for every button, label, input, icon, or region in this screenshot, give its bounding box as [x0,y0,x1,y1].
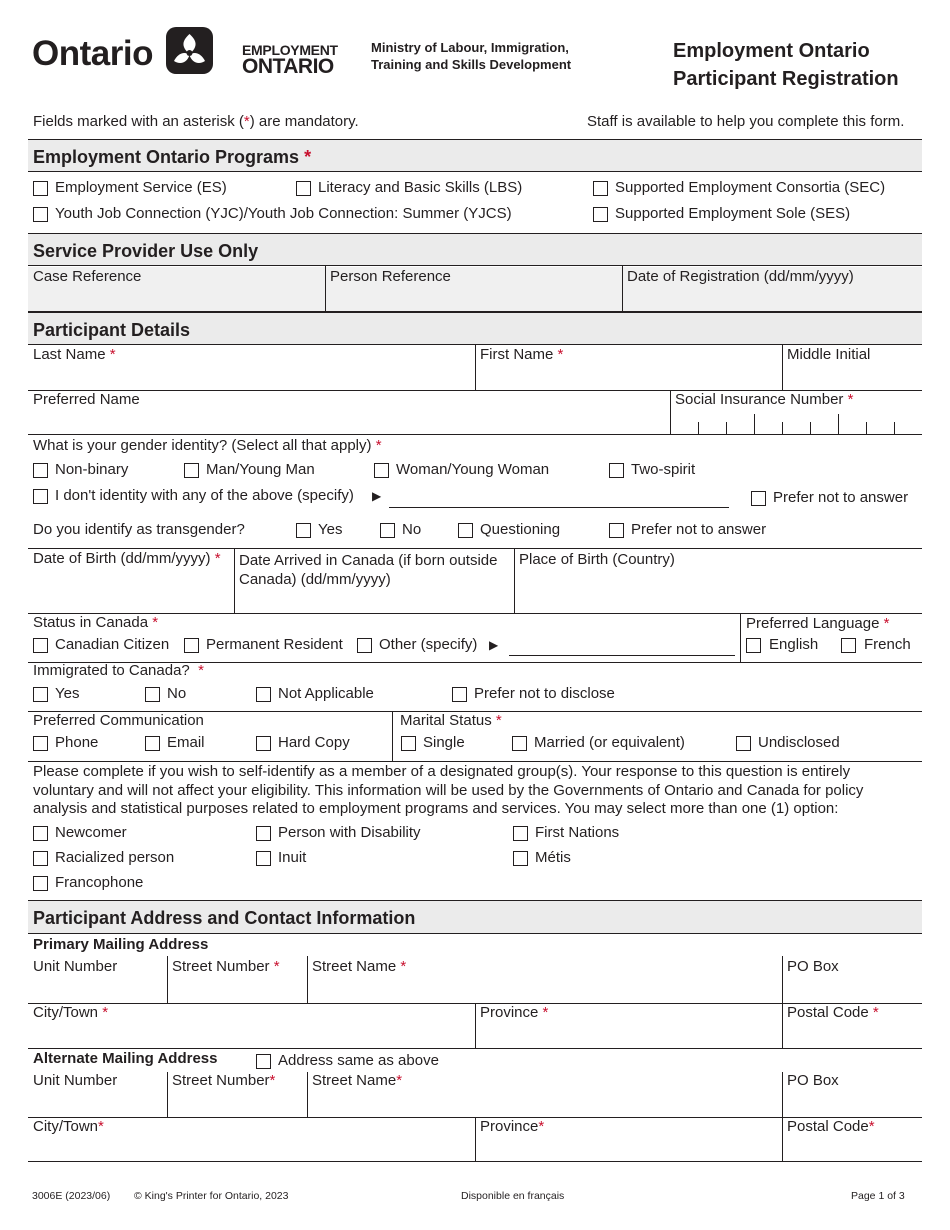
checkbox-designated-inuit[interactable] [256,851,271,866]
immigrated-prefer-not-label: Prefer not to disclose [474,685,615,702]
alternate-unit-number-label: Unit Number [33,1072,118,1089]
checkbox-status-permanent[interactable] [184,638,199,653]
staff-help-notice: Staff is available to help you complete this form. [587,113,905,130]
alternate-province-input[interactable] [480,1139,776,1159]
transgender-question: Do you identify as transgender? [33,521,245,538]
province-text: Province [480,1118,539,1135]
marital-single-label: Single [423,734,465,751]
participant-heading: Participant Details [33,320,191,340]
divider [740,613,741,662]
status-text: Status in Canada [33,614,149,631]
required-asterisk: * [557,346,564,363]
required-asterisk: * [542,1004,549,1021]
primary-street-name-label [312,958,406,976]
ministry-line2: Training and Skills Development [371,57,572,72]
preferred-name-label: Preferred Name [33,391,140,408]
last-name-text: Last Name [33,346,106,363]
checkbox-transgender-questioning[interactable] [458,523,473,538]
checkbox-designated-francophone[interactable] [33,876,48,891]
checkbox-immigrated-yes[interactable] [33,687,48,702]
divider [325,266,326,312]
first-name-text: First Name [480,346,554,363]
divider [28,761,922,762]
language-english-label: English [769,636,819,653]
checkbox-language-french[interactable] [841,638,856,653]
marital-label [400,712,502,730]
alternate-po-box-input[interactable] [787,1093,917,1113]
gender-woman-label: Woman/Young Woman [396,461,550,478]
postal-code-text: Postal Code [787,1118,869,1135]
date-arrived-line2: Canada) (dd/mm/yyyy) [239,571,391,588]
designated-disability-label: Person with Disability [278,824,421,841]
person-reference-label: Person Reference [330,268,451,285]
required-asterisk: * [269,1072,276,1089]
required-asterisk: * [872,1004,879,1021]
required-asterisk: * [198,662,204,679]
required-asterisk: * [400,958,407,975]
transgender-prefer-not-label: Prefer not to answer [631,521,767,538]
page-number: Page 1 of 3 [851,1190,905,1202]
checkbox-designated-metis[interactable] [513,851,528,866]
designated-group-text [33,763,919,819]
address-heading: Participant Address and Contact Information [33,908,416,928]
marital-married-label: Married (or equivalent) [534,734,685,751]
checkbox-program-ses[interactable] [593,207,608,222]
alternate-unit-number-input[interactable] [33,1093,161,1113]
marital-undisclosed-label: Undisclosed [758,734,840,751]
communication-hardcopy-label: Hard Copy [278,734,350,751]
employment-ontario-logo [242,43,342,77]
checkbox-gender-nonbinary[interactable] [33,463,48,478]
address-section-header [28,900,922,934]
primary-street-number-input[interactable] [172,979,302,999]
divider [167,1072,168,1117]
first-name-label [480,346,563,364]
dob-input[interactable] [33,588,228,608]
required-asterisk: * [98,1118,104,1135]
primary-city-input[interactable] [33,1025,469,1045]
trillium-icon [166,27,213,74]
checkbox-gender-prefer-not[interactable] [751,491,766,506]
transgender-yes-label: Yes [318,521,343,538]
sin-text: Social Insurance Number [675,391,844,408]
divider [475,1003,476,1048]
required-asterisk: * [214,550,221,567]
divider [307,956,308,1003]
checkbox-program-es[interactable] [33,181,48,196]
checkbox-address-same[interactable] [256,1054,271,1069]
programs-heading: Employment Ontario Programs [33,147,300,167]
checkbox-program-sec[interactable] [593,181,608,196]
mandatory-notice-post: ) are mandatory. [249,113,359,130]
person-reference-input[interactable] [330,289,616,309]
checkbox-gender-other[interactable] [33,489,48,504]
checkbox-gender-woman[interactable] [374,463,389,478]
primary-po-box-input[interactable] [787,979,917,999]
status-permanent-label: Permanent Resident [206,636,343,653]
designated-text-line2: voluntary and will not affect your eligibility. This information will be used by the Governments of Ontario and Canada for policy [33,781,864,799]
designated-first-nations-label: First Nations [535,824,620,841]
required-asterisk: * [152,614,159,631]
gender-prefer-not-label: Prefer not to answer [773,489,909,506]
required-asterisk: * [847,391,854,408]
alternate-city-label [33,1118,104,1136]
program-ses-label: Supported Employment Sole (SES) [615,205,851,222]
divider [782,1072,783,1117]
required-asterisk: * [109,346,116,363]
program-sec-label: Supported Employment Consortia (SEC) [615,179,886,196]
checkbox-program-yjc[interactable] [33,207,48,222]
designated-newcomer-label: Newcomer [55,824,127,841]
service-provider-section-header [28,233,922,266]
program-yjc-label: Youth Job Connection (YJC)/Youth Job Connection: Summer (YJCS) [55,205,512,222]
alternate-street-number-label [172,1072,275,1090]
required-asterisk: * [868,1118,875,1135]
last-name-label [33,346,116,364]
first-name-input[interactable] [480,367,776,387]
divider [514,548,515,613]
date-arrived-input[interactable] [239,590,509,610]
primary-address-heading: Primary Mailing Address [33,936,209,953]
checkbox-transgender-yes[interactable] [296,523,311,538]
place-of-birth-input[interactable] [519,588,917,608]
divider [28,434,922,435]
immigrated-yes-label: Yes [55,685,80,702]
divider [234,548,235,613]
transgender-no-label: No [402,521,422,538]
date-of-registration-label: Date of Registration (dd/mm/yyyy) [627,268,854,285]
designated-metis-label: Métis [535,849,571,866]
ministry-line1: Ministry of Labour, Immigration, [371,40,569,55]
checkbox-designated-first-nations[interactable] [513,826,528,841]
checkbox-program-lbs[interactable] [296,181,311,196]
preferred-name-input[interactable] [33,412,663,432]
checkbox-gender-two-spirit[interactable] [609,463,624,478]
middle-initial-label: Middle Initial [787,346,871,363]
checkbox-communication-email[interactable] [145,736,160,751]
divider [475,345,476,390]
checkbox-designated-racialized[interactable] [33,851,48,866]
street-number-text: Street Number [172,1072,270,1089]
status-label [33,614,158,632]
divider [28,548,922,549]
divider [782,956,783,1003]
case-reference-label: Case Reference [33,268,142,285]
form-title [673,37,899,93]
checkbox-immigrated-prefer-not[interactable] [452,687,467,702]
dob-label [33,550,221,568]
checkbox-status-citizen[interactable] [33,638,48,653]
place-of-birth-label: Place of Birth (Country) [519,551,675,568]
communication-label: Preferred Communication [33,712,204,729]
gender-other-label: I don't identity with any of the above (specify) [55,487,354,504]
street-name-text: Street Name [312,958,397,975]
alternate-street-name-input[interactable] [312,1093,777,1113]
checkbox-marital-married[interactable] [512,736,527,751]
checkbox-transgender-prefer-not[interactable] [609,523,624,538]
required-asterisk: * [102,1004,109,1021]
street-name-text: Street Name [312,1072,397,1089]
checkbox-designated-disability[interactable] [256,826,271,841]
checkbox-gender-man[interactable] [184,463,199,478]
primary-street-number-label [172,958,280,976]
arrow-right-icon: ▶ [489,638,499,652]
mandatory-notice-pre: Fields marked with an asterisk ( [33,113,244,130]
checkbox-transgender-no[interactable] [380,523,395,538]
postal-code-text: Postal Code [787,1004,869,1021]
required-asterisk: * [273,958,280,975]
immigrated-na-label: Not Applicable [278,685,374,702]
primary-street-name-input[interactable] [312,979,777,999]
immigrated-label [33,662,204,680]
immigrated-no-label: No [167,685,187,702]
divider [28,613,922,614]
divider [782,1003,783,1048]
program-es-label: Employment Service (ES) [55,179,227,196]
primary-postal-code-label [787,1004,879,1022]
gender-two-spirit-label: Two-spirit [631,461,696,478]
form-number: 3006E (2023/06) [32,1190,111,1202]
divider [782,345,783,390]
gender-man-label: Man/Young Man [206,461,315,478]
sin-label [675,391,853,409]
address-same-label: Address same as above [278,1052,439,1069]
gender-other-specify-input[interactable] [389,488,729,508]
case-reference-input[interactable] [33,289,319,309]
checkbox-immigrated-na[interactable] [256,687,271,702]
alternate-province-label [480,1118,544,1136]
required-asterisk: * [538,1118,545,1135]
immigrated-text: Immigrated to Canada? [33,662,190,679]
divider [782,1117,783,1162]
date-arrived-line1: Date Arrived in Canada (if born outside [239,552,498,569]
status-other-label: Other (specify) [379,636,478,653]
divider [622,266,623,312]
primary-unit-number-label: Unit Number [33,958,118,975]
ministry-name [371,39,571,73]
sin-digit-boxes[interactable] [670,412,922,434]
street-number-text: Street Number [172,958,270,975]
marital-text: Marital Status [400,712,492,729]
checkbox-immigrated-no[interactable] [145,687,160,702]
primary-unit-number-input[interactable] [33,979,161,999]
communication-email-label: Email [167,734,205,751]
transgender-questioning-label: Questioning [480,521,561,538]
language-text: Preferred Language [746,615,880,632]
checkbox-language-english[interactable] [746,638,761,653]
mandatory-notice [33,113,359,131]
required-asterisk: * [883,615,890,632]
checkbox-marital-single[interactable] [401,736,416,751]
required-asterisk: * [375,437,382,454]
gender-nonbinary-label: Non-binary [55,461,129,478]
designated-racialized-label: Racialized person [55,849,175,866]
form-title-line2: Participant Registration [673,68,899,90]
language-french-label: French [864,636,911,653]
divider [307,1072,308,1117]
primary-city-label [33,1004,108,1022]
eo-logo-line2: ONTARIO [242,55,334,78]
required-asterisk: * [304,147,312,167]
copyright: © King's Printer for Ontario, 2023 [134,1190,289,1202]
middle-initial-input[interactable] [787,367,917,387]
communication-phone-label: Phone [55,734,99,751]
checkbox-status-other[interactable] [357,638,372,653]
primary-province-input[interactable] [480,1025,776,1045]
checkbox-designated-newcomer[interactable] [33,826,48,841]
alternate-postal-code-input[interactable] [787,1139,917,1159]
participant-section-header [28,312,922,345]
dob-text: Date of Birth (dd/mm/yyyy) [33,550,211,567]
ontario-logo [32,30,214,78]
asterisk: * [243,113,250,130]
alternate-street-name-label [312,1072,402,1090]
status-other-specify-input[interactable] [509,636,735,656]
designated-text-line1: Please complete if you wish to self-identify as a member of a designated group(s). Your response to this question is entirely [33,763,851,780]
language-label [746,615,889,633]
last-name-input[interactable] [33,367,469,387]
ontario-wordmark: Ontario [32,34,153,73]
date-of-registration-input[interactable] [627,289,917,309]
status-citizen-label: Canadian Citizen [55,636,170,653]
gender-question [33,437,382,455]
required-asterisk: * [495,712,502,729]
form-title-line1: Employment Ontario [673,40,870,62]
alternate-city-input[interactable] [33,1139,469,1159]
checkbox-marital-undisclosed[interactable] [736,736,751,751]
required-asterisk: * [396,1072,403,1089]
checkbox-communication-hardcopy[interactable] [256,736,271,751]
program-lbs-label: Literacy and Basic Skills (LBS) [318,179,523,196]
divider [475,1117,476,1162]
alternate-po-box-label: PO Box [787,1072,839,1089]
divider [28,1161,922,1162]
province-text: Province [480,1004,539,1021]
alternate-street-number-input[interactable] [172,1093,302,1113]
programs-section-header [28,139,922,172]
date-arrived-label [239,551,497,589]
designated-inuit-label: Inuit [278,849,307,866]
primary-po-box-label: PO Box [787,958,839,975]
divider [392,711,393,761]
primary-province-label [480,1004,548,1022]
gender-question-text: What is your gender identity? (Select all that apply) [33,437,372,454]
divider [167,956,168,1003]
arrow-right-icon: ▶ [372,489,382,503]
divider [28,1048,922,1049]
primary-postal-code-input[interactable] [787,1025,917,1045]
alternate-address-heading: Alternate Mailing Address [33,1050,218,1067]
checkbox-communication-phone[interactable] [33,736,48,751]
alternate-postal-code-label [787,1118,875,1136]
city-text: City/Town [33,1004,99,1021]
service-provider-heading: Service Provider Use Only [33,241,259,261]
designated-text-line3: analysis and statistical purposes related to employment programs and services. You may select more than one (1) option: [33,800,839,817]
city-text: City/Town [33,1118,99,1135]
designated-francophone-label: Francophone [55,874,144,891]
french-availability: Disponible en français [461,1190,565,1202]
eo-logo-line1: EMPLOYMENT [242,42,338,58]
